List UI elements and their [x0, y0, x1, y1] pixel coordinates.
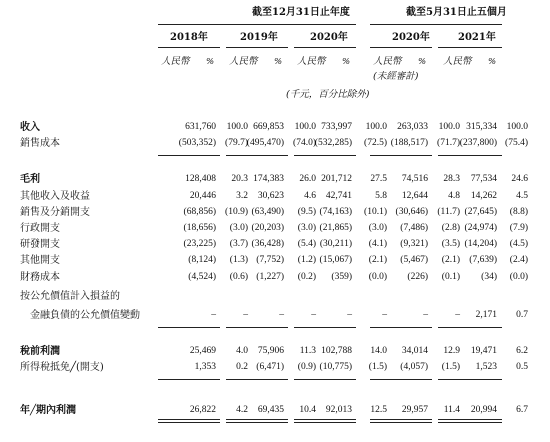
cell-profit-before-tax-2018-pct: 4.0: [236, 346, 248, 356]
cell-other-income-2020may-amount: 12,644: [401, 191, 428, 201]
subtotal-rule-0-4: [438, 155, 502, 156]
cell-other-income-2020may-pct: 4.8: [448, 191, 460, 201]
year-rule-2020-may: [370, 47, 432, 48]
row-label-other-income: 其他收入及收益: [20, 191, 90, 202]
year-header-2018: 2018年: [170, 32, 208, 43]
cell-gross-profit-2021may-amount: 77,534: [470, 174, 497, 184]
year-rule-2019: [226, 47, 288, 48]
total-double-rule-2021-may: [438, 419, 502, 423]
cell-other-income-2021may-pct: 4.5: [516, 191, 528, 201]
cell-other-expenses-2020may-pct: (2.1): [441, 255, 460, 265]
row-label-finance-costs: 財務成本: [20, 272, 60, 283]
cell-cost-of-sales-2019-amount: (495,470): [246, 138, 284, 148]
cell-rd-expenses-2020may-amount: (9,321): [400, 239, 428, 249]
cell-revenue-2019-amount: 669,853: [253, 122, 284, 132]
cell-revenue-2021may-pct: 100.0: [506, 122, 528, 132]
cell-profit-before-tax-2018-amount: 25,469: [189, 346, 216, 356]
cell-admin-expenses-2019-pct: (3.0): [297, 223, 316, 233]
cell-income-tax-2020may-amount: (4,057): [400, 362, 428, 372]
cell-profit-for-period-2018-pct: 4.2: [236, 405, 248, 415]
group-header-year-ended-dec: 截至12月31日止年度: [252, 7, 350, 18]
row-label-fv-change: 金融負債的公允價值變動: [30, 310, 140, 321]
cell-other-expenses-2019-pct: (1.2): [297, 255, 316, 265]
cell-other-income-2020-amount: 42,741: [325, 191, 352, 201]
currency-header-2019: 人民幣: [229, 56, 258, 67]
cell-fv-change-2018-pct: –: [243, 310, 248, 320]
cell-income-tax-2020-amount: (10,775): [319, 362, 352, 372]
cell-other-income-2021may-amount: 14,262: [470, 191, 497, 201]
cell-admin-expenses-2021may-amount: (24,974): [464, 223, 497, 233]
cell-rd-expenses-2018-amount: (23,225): [183, 239, 216, 249]
cell-rd-expenses-2020-amount: (30,211): [319, 239, 352, 249]
cell-revenue-2019-pct: 100.0: [294, 122, 316, 132]
cell-fv-change-2019-amount: –: [279, 310, 284, 320]
cell-profit-before-tax-2020-amount: 102,788: [321, 346, 352, 356]
cell-selling-expenses-2019-pct: (9.5): [297, 207, 316, 217]
cell-income-tax-2021may-pct: 0.5: [516, 362, 528, 372]
cell-finance-costs-2018-pct: (0.6): [229, 272, 248, 282]
currency-header-2021-may: 人民幣: [443, 56, 472, 67]
cell-fv-change-2019-pct: –: [311, 310, 316, 320]
row-label-gross-profit: 毛利: [20, 174, 40, 185]
cell-selling-expenses-2020-amount: (74,163): [319, 207, 352, 217]
cell-rd-expenses-2020may-pct: (3.5): [441, 239, 460, 249]
subtotal-rule-0-3: [370, 155, 432, 156]
cell-other-expenses-2020-pct: (2.1): [368, 255, 387, 265]
cell-fv-change-2020may-amount: –: [423, 310, 428, 320]
cell-gross-profit-2019-pct: 26.0: [299, 174, 316, 184]
pct-header-2020: %: [342, 57, 351, 67]
subtotal-rule-2-1: [226, 379, 288, 380]
cell-revenue-2021may-amount: 315,334: [466, 122, 497, 132]
cell-selling-expenses-2020may-amount: (30,646): [395, 207, 428, 217]
cell-gross-profit-2020-pct: 27.5: [370, 174, 387, 184]
subtotal-rule-2-4: [438, 379, 502, 380]
cell-finance-costs-2019-amount: (1,227): [256, 272, 284, 282]
cell-admin-expenses-2018-pct: (3.0): [229, 223, 248, 233]
subtotal-rule-1-0: [158, 327, 220, 328]
cell-cost-of-sales-2018-pct: (79.7): [225, 138, 248, 148]
row-label-profit-for-period: 年╱期內利潤: [20, 405, 77, 416]
cell-other-expenses-2018-pct: (1.3): [229, 255, 248, 265]
cell-cost-of-sales-2020-amount: (532,285): [314, 138, 352, 148]
currency-header-2020-may: 人民幣: [373, 56, 402, 67]
cell-profit-before-tax-2021may-amount: 19,471: [470, 346, 497, 356]
row-label-cost-of-sales: 銷售成本: [20, 138, 60, 149]
row-label-admin-expenses: 行政開支: [20, 223, 60, 234]
cell-revenue-2018-pct: 100.0: [226, 122, 248, 132]
cell-gross-profit-2020-amount: 201,712: [321, 174, 352, 184]
cell-profit-for-period-2018-amount: 26,822: [189, 405, 216, 415]
pct-header-2019: %: [274, 57, 283, 67]
group-rule-dec: [158, 24, 356, 25]
subtotal-rule-2-2: [294, 379, 356, 380]
cell-income-tax-2018-amount: 1,353: [194, 362, 216, 372]
row-label-other-expenses: 其他開支: [20, 255, 60, 266]
cell-fv-change-2021may-amount: 2,171: [475, 310, 497, 320]
cell-finance-costs-2021may-pct: (0.0): [509, 272, 528, 282]
cell-selling-expenses-2020may-pct: (11.7): [437, 207, 460, 217]
cell-income-tax-2020may-pct: (1.5): [441, 362, 460, 372]
cell-profit-for-period-2019-pct: 10.4: [299, 405, 316, 415]
cell-profit-for-period-2020may-amount: 29,957: [401, 405, 428, 415]
cell-admin-expenses-2020-amount: (21,865): [319, 223, 352, 233]
cell-income-tax-2018-pct: 0.2: [236, 362, 248, 372]
cell-rd-expenses-2021may-amount: (14,204): [464, 239, 497, 249]
cell-profit-before-tax-2020-pct: 14.0: [370, 346, 387, 356]
pct-header-2018: %: [206, 57, 215, 67]
row-label-fv-change-line1: 按公允價值計入損益的: [20, 291, 120, 302]
cell-revenue-2020may-pct: 100.0: [438, 122, 460, 132]
unaudited-note: (未經審計): [373, 71, 419, 82]
currency-header-2018: 人民幣: [161, 56, 190, 67]
cell-profit-for-period-2020may-pct: 11.4: [443, 405, 460, 415]
cell-cost-of-sales-2018-amount: (503,352): [178, 138, 216, 148]
cell-cost-of-sales-2021may-amount: (237,800): [459, 138, 497, 148]
row-label-profit-before-tax: 稅前利潤: [20, 346, 60, 357]
cell-other-income-2019-amount: 30,623: [257, 191, 284, 201]
subtotal-rule-2-3: [370, 379, 432, 380]
cell-gross-profit-2021may-pct: 24.6: [511, 174, 528, 184]
cell-finance-costs-2019-pct: (0.2): [297, 272, 316, 282]
subtotal-rule-0-2: [294, 155, 356, 156]
cell-other-income-2020-pct: 5.8: [375, 191, 387, 201]
cell-finance-costs-2020-pct: (0.0): [368, 272, 387, 282]
cell-income-tax-2019-pct: (0.9): [297, 362, 316, 372]
cell-profit-for-period-2021may-amount: 20,994: [470, 405, 497, 415]
year-rule-2020: [294, 47, 356, 48]
cell-other-income-2019-pct: 4.6: [304, 191, 316, 201]
year-header-2019: 2019年: [240, 32, 278, 43]
cell-other-income-2018-pct: 3.2: [236, 191, 248, 201]
subtotal-rule-1-2: [294, 327, 356, 328]
cell-rd-expenses-2021may-pct: (4.5): [509, 239, 528, 249]
group-rule-may: [370, 24, 502, 25]
cell-profit-before-tax-2019-pct: 11.3: [299, 346, 316, 356]
cell-revenue-2020-pct: 100.0: [365, 122, 387, 132]
cell-cost-of-sales-2020-pct: (72.5): [364, 138, 387, 148]
subtotal-rule-2-0: [158, 379, 220, 380]
cell-other-expenses-2019-amount: (7,752): [256, 255, 284, 265]
cell-profit-before-tax-2020may-amount: 34,014: [401, 346, 428, 356]
cell-other-expenses-2021may-amount: (7,639): [469, 255, 497, 265]
cell-other-expenses-2020-amount: (15,067): [319, 255, 352, 265]
cell-revenue-2020may-amount: 263,033: [397, 122, 428, 132]
cell-cost-of-sales-2020may-pct: (71.7): [437, 138, 460, 148]
cell-cost-of-sales-2019-pct: (74.0): [293, 138, 316, 148]
cell-cost-of-sales-2020may-amount: (188,517): [390, 138, 428, 148]
cell-fv-change-2020may-pct: –: [455, 310, 460, 320]
cell-gross-profit-2019-amount: 174,383: [253, 174, 284, 184]
cell-admin-expenses-2020-pct: (3.0): [368, 223, 387, 233]
cell-profit-before-tax-2019-amount: 75,906: [257, 346, 284, 356]
cell-rd-expenses-2019-amount: (36,428): [251, 239, 284, 249]
subtotal-rule-0-1: [226, 155, 288, 156]
cell-gross-profit-2020may-amount: 74,516: [401, 174, 428, 184]
total-double-rule-2018: [158, 419, 220, 423]
year-rule-2021-may: [438, 47, 502, 48]
subtotal-rule-0-0: [158, 155, 220, 156]
cell-finance-costs-2020may-pct: (0.1): [441, 272, 460, 282]
subtotal-rule-1-1: [226, 327, 288, 328]
cell-other-expenses-2020may-amount: (5,467): [400, 255, 428, 265]
group-header-five-months-may: 截至5月31日止五個月: [406, 7, 507, 18]
cell-selling-expenses-2019-amount: (63,490): [251, 207, 284, 217]
cell-profit-for-period-2021may-pct: 6.7: [516, 405, 528, 415]
cell-admin-expenses-2020may-pct: (2.8): [441, 223, 460, 233]
total-double-rule-2020: [294, 419, 356, 423]
cell-profit-for-period-2019-amount: 69,435: [257, 405, 284, 415]
cell-cost-of-sales-2021may-pct: (75.4): [505, 138, 528, 148]
cell-fv-change-2018-amount: –: [211, 310, 216, 320]
cell-rd-expenses-2019-pct: (5.4): [297, 239, 316, 249]
cell-fv-change-2021may-pct: 0.7: [516, 310, 528, 320]
row-label-revenue: 收入: [20, 122, 40, 133]
cell-selling-expenses-2021may-amount: (27,645): [464, 207, 497, 217]
cell-admin-expenses-2018-amount: (18,656): [183, 223, 216, 233]
cell-revenue-2018-amount: 631,760: [185, 122, 216, 132]
year-header-2020-may: 2020年: [392, 32, 430, 43]
cell-selling-expenses-2021may-pct: (8.8): [509, 207, 528, 217]
cell-finance-costs-2020may-amount: (226): [407, 272, 428, 282]
cell-other-expenses-2018-amount: (8,124): [188, 255, 216, 265]
cell-profit-before-tax-2021may-pct: 6.2: [516, 346, 528, 356]
row-label-selling-expenses: 銷售及分銷開支: [20, 207, 90, 218]
subtotal-rule-1-3: [370, 327, 432, 328]
cell-admin-expenses-2021may-pct: (7.9): [509, 223, 528, 233]
unit-note: (千元，百分比除外): [286, 89, 370, 100]
cell-finance-costs-2018-amount: (4,524): [188, 272, 216, 282]
cell-gross-profit-2018-pct: 20.3: [231, 174, 248, 184]
pct-header-2021-may: %: [488, 57, 497, 67]
total-double-rule-2020-may: [370, 419, 432, 423]
cell-fv-change-2020-pct: –: [382, 310, 387, 320]
cell-gross-profit-2020may-pct: 28.3: [443, 174, 460, 184]
cell-revenue-2020-amount: 733,997: [321, 122, 352, 132]
row-label-rd-expenses: 研發開支: [20, 239, 60, 250]
cell-selling-expenses-2020-pct: (10.1): [364, 207, 387, 217]
cell-other-income-2018-amount: 20,446: [189, 191, 216, 201]
cell-finance-costs-2021may-amount: (34): [481, 272, 497, 282]
cell-income-tax-2019-amount: (6,471): [256, 362, 284, 372]
pct-header-2020-may: %: [418, 57, 427, 67]
cell-profit-before-tax-2020may-pct: 12.9: [443, 346, 460, 356]
cell-admin-expenses-2020may-amount: (7,486): [400, 223, 428, 233]
cell-profit-for-period-2020-amount: 92,013: [325, 405, 352, 415]
cell-selling-expenses-2018-amount: (68,856): [183, 207, 216, 217]
cell-selling-expenses-2018-pct: (10.9): [225, 207, 248, 217]
cell-fv-change-2020-amount: –: [347, 310, 352, 320]
cell-income-tax-2021may-amount: 1,523: [475, 362, 497, 372]
subtotal-rule-1-4: [438, 327, 502, 328]
currency-header-2020: 人民幣: [297, 56, 326, 67]
row-label-income-tax: 所得稅抵免╱(開支): [20, 362, 104, 373]
cell-admin-expenses-2019-amount: (20,203): [251, 223, 284, 233]
cell-income-tax-2020-pct: (1.5): [368, 362, 387, 372]
year-rule-2018: [158, 47, 220, 48]
cell-finance-costs-2020-amount: (359): [331, 272, 352, 282]
cell-profit-for-period-2020-pct: 12.5: [370, 405, 387, 415]
cell-rd-expenses-2020-pct: (4.1): [368, 239, 387, 249]
cell-gross-profit-2018-amount: 128,408: [185, 174, 216, 184]
year-header-2021-may: 2021年: [458, 32, 496, 43]
cell-rd-expenses-2018-pct: (3.7): [229, 239, 248, 249]
year-header-2020: 2020年: [310, 32, 348, 43]
total-double-rule-2019: [226, 419, 288, 423]
cell-other-expenses-2021may-pct: (2.4): [509, 255, 528, 265]
